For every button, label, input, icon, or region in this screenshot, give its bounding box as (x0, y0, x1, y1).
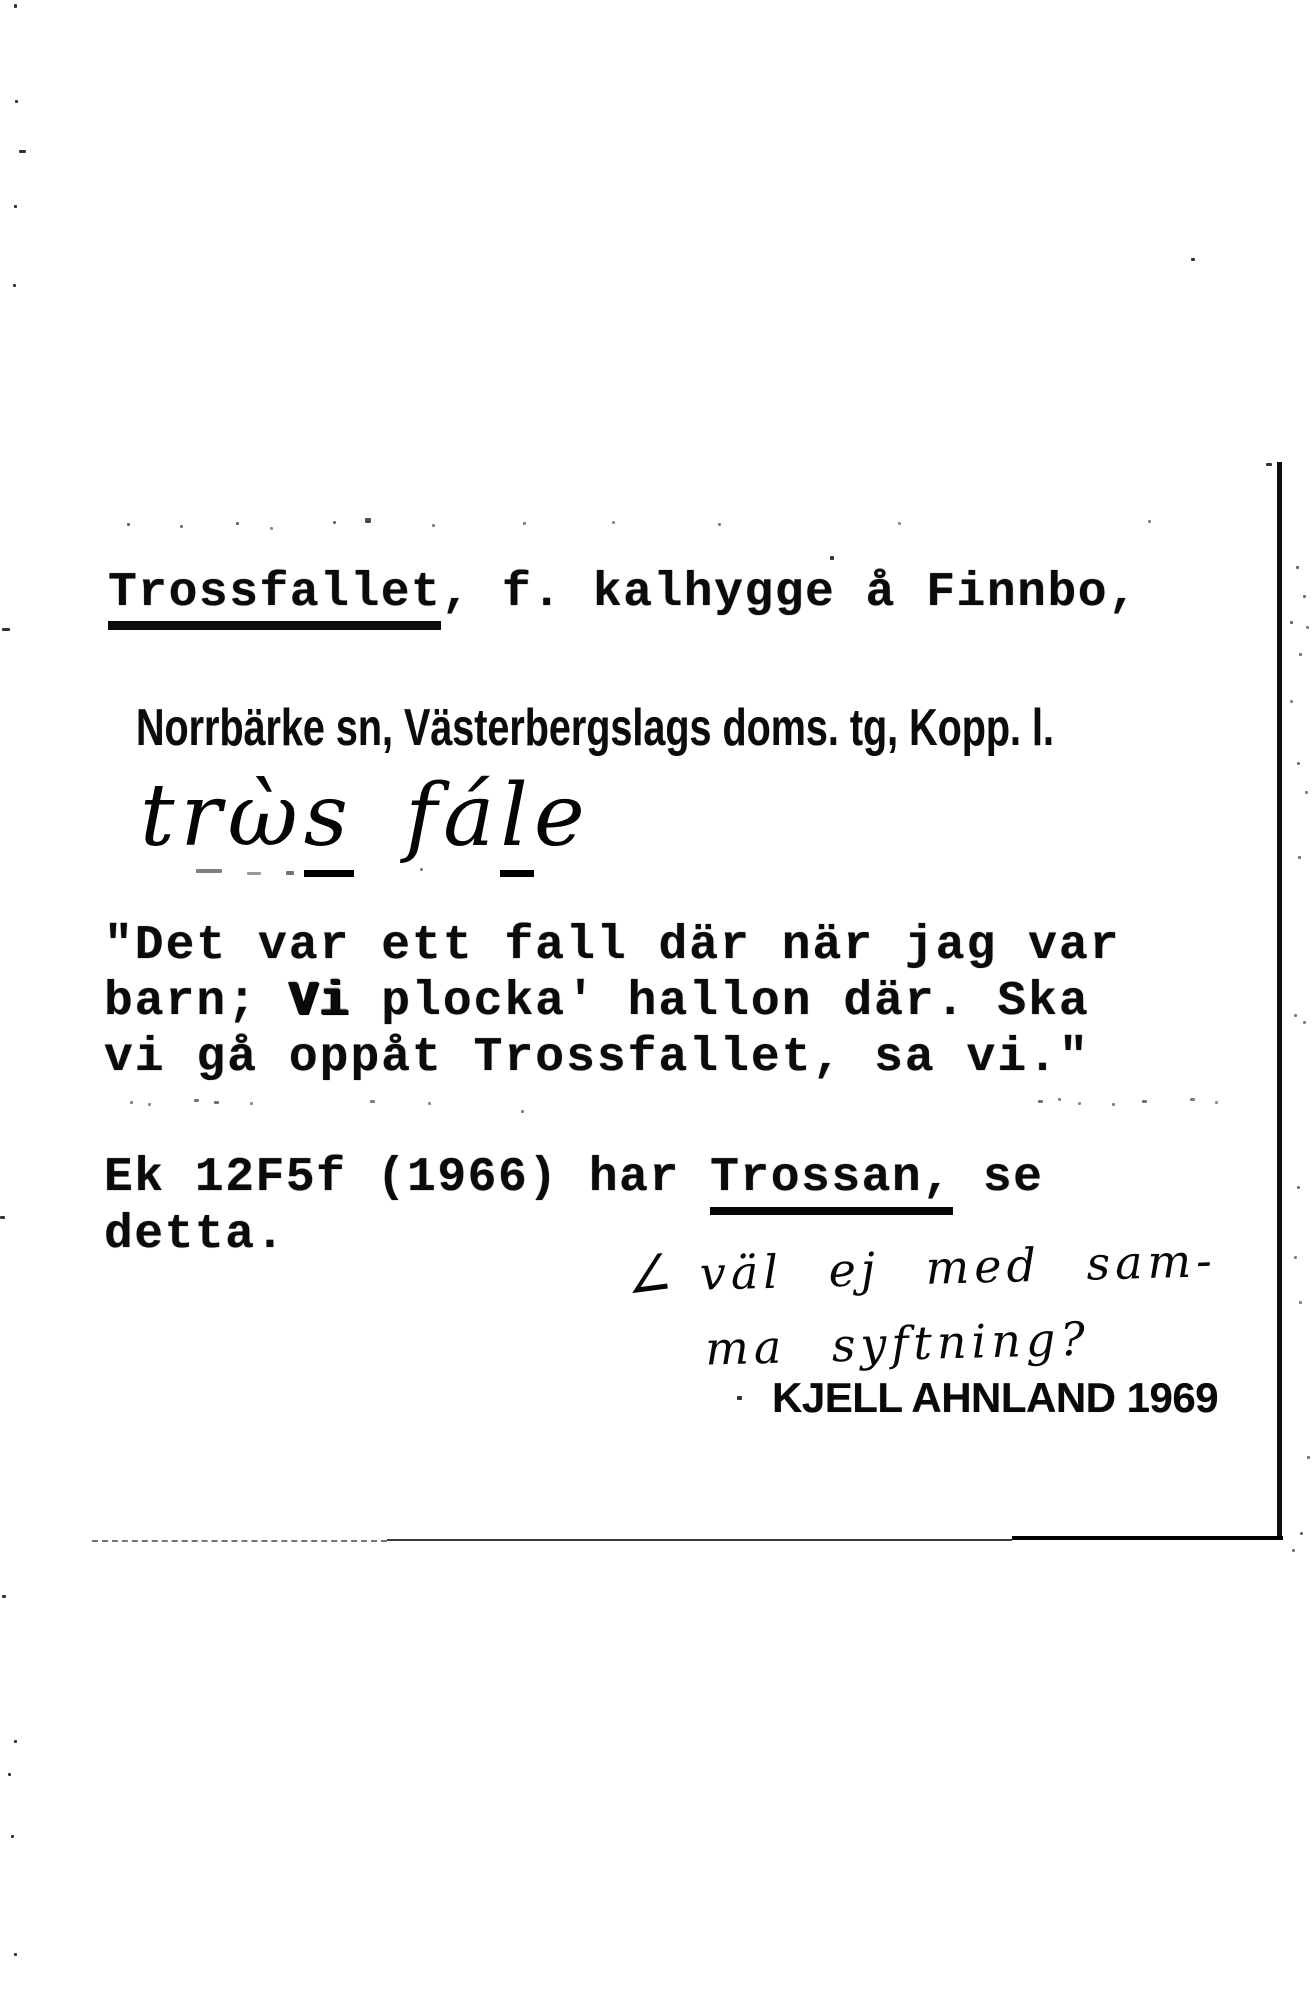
scan-speck (14, 4, 17, 8)
scan-speck (1307, 1456, 1310, 1459)
dialect-quote (104, 918, 1121, 1086)
scan-speck (432, 524, 435, 527)
scan-speck (14, 1953, 17, 1956)
scan-speck (521, 1110, 524, 1113)
annotation-line (616, 1224, 1218, 1317)
overstruck-word: Vi (288, 975, 351, 1029)
scan-speck (1292, 1549, 1295, 1552)
scan-speck (1305, 791, 1308, 794)
quote-line (104, 974, 1121, 1030)
scan-speck (1296, 566, 1299, 569)
scan-speck (236, 522, 239, 525)
quote-line: "Det var ett fall där när jag var (104, 919, 1121, 973)
scan-speck (1290, 700, 1293, 703)
scan-speck (214, 1101, 219, 1104)
phonetic-part: e (533, 766, 591, 866)
scan-speck (2, 1595, 6, 1598)
scan-speck (523, 522, 526, 525)
scan-speck (898, 522, 901, 525)
scan-speck (1142, 1100, 1147, 1103)
card-bottom-edge-line (387, 1539, 1012, 1541)
scan-speck (8, 1773, 11, 1776)
scan-speck (15, 100, 18, 103)
reference-part: se (952, 1151, 1044, 1205)
scan-speck (286, 871, 294, 875)
quote-line-part: barn; (104, 975, 289, 1029)
scan-speck (1297, 1186, 1300, 1189)
phonetic-underlined-letter: l (500, 766, 534, 877)
headword: Trossfallet (108, 566, 441, 630)
phonetic-transcription (140, 766, 591, 866)
scan-speck (1294, 1014, 1297, 1017)
scan-speck (13, 284, 16, 287)
scan-speck (1038, 1100, 1043, 1103)
reference-part: Ek 12F5f (1966) har (104, 1151, 711, 1205)
insertion-mark: ∠ (616, 1235, 685, 1317)
scan-speck (14, 205, 17, 208)
scan-speck (247, 872, 261, 875)
scan-speck (1298, 856, 1301, 859)
scan-speck (1303, 595, 1306, 598)
scan-speck (14, 1740, 17, 1743)
annotation-line: ma syftning? (704, 1311, 1091, 1376)
reference-line (104, 1150, 1043, 1207)
scan-speck (1300, 1532, 1303, 1535)
scan-speck (1297, 762, 1300, 765)
scan-speck (1294, 1256, 1297, 1259)
scan-speck (270, 527, 273, 530)
scan-speck (420, 868, 423, 871)
scan-speck (1191, 258, 1195, 261)
scan-speck (1299, 653, 1302, 656)
scan-speck (1078, 1102, 1081, 1105)
card-bottom-edge-line (92, 1540, 387, 1542)
reference-line: detta. (104, 1208, 286, 1262)
scan-speck (1112, 1103, 1115, 1106)
scan-speck (370, 1100, 375, 1103)
reference-name: Trossan, (710, 1151, 952, 1215)
scan-speck (180, 525, 183, 528)
scan-speck (148, 1103, 151, 1106)
phonetic-underlined-letter: s (304, 766, 354, 877)
headword-line (108, 566, 1138, 620)
scan-speck (19, 150, 26, 153)
quote-line-part: plocka' hallon där. Ska (350, 975, 1090, 1029)
scan-speck (737, 1396, 742, 1400)
handwritten-annotation (616, 1224, 1219, 1378)
scan-speck (1299, 1301, 1302, 1304)
scan-speck (1303, 1021, 1306, 1024)
phonetic-part: trὼ (140, 766, 304, 866)
scan-speck (1190, 1098, 1195, 1101)
scan-speck (1148, 520, 1151, 523)
headword-suffix: , f. kalhygge å Finnbo, (441, 566, 1139, 620)
scan-speck (428, 1102, 431, 1105)
quote-line: vi gå oppåt Trossfallet, sa vi." (104, 1031, 1090, 1085)
scan-speck (1266, 463, 1272, 466)
scan-speck (130, 1101, 133, 1104)
scan-speck (127, 523, 130, 526)
scan-speck (1306, 626, 1309, 629)
scan-speck (1290, 621, 1293, 624)
scan-speck (196, 869, 222, 873)
card-right-edge-line (1277, 462, 1282, 1540)
scan-speck (250, 1102, 253, 1105)
scan-speck (11, 1835, 14, 1838)
scan-speck (612, 521, 615, 524)
scan-speck (194, 1099, 199, 1102)
card-bottom-edge-line (1012, 1536, 1283, 1540)
phonetic-part: fá (353, 766, 501, 866)
annotation-text: väl ej med sam- (699, 1233, 1218, 1301)
scan-speck (718, 523, 721, 526)
scan-speck (333, 521, 336, 524)
collector-signature: KJELL AHNLAND 1969 (772, 1374, 1219, 1421)
scan-speck (1058, 1098, 1061, 1101)
scan-speck (365, 518, 371, 523)
scan-speck (830, 556, 834, 560)
scan-speck (0, 1216, 5, 1219)
scan-speck (2, 628, 10, 631)
scan-speck (1215, 1101, 1218, 1104)
locality-line: Norrbärke sn, Västerbergslags doms. tg, Kopp. l. (136, 699, 1054, 757)
